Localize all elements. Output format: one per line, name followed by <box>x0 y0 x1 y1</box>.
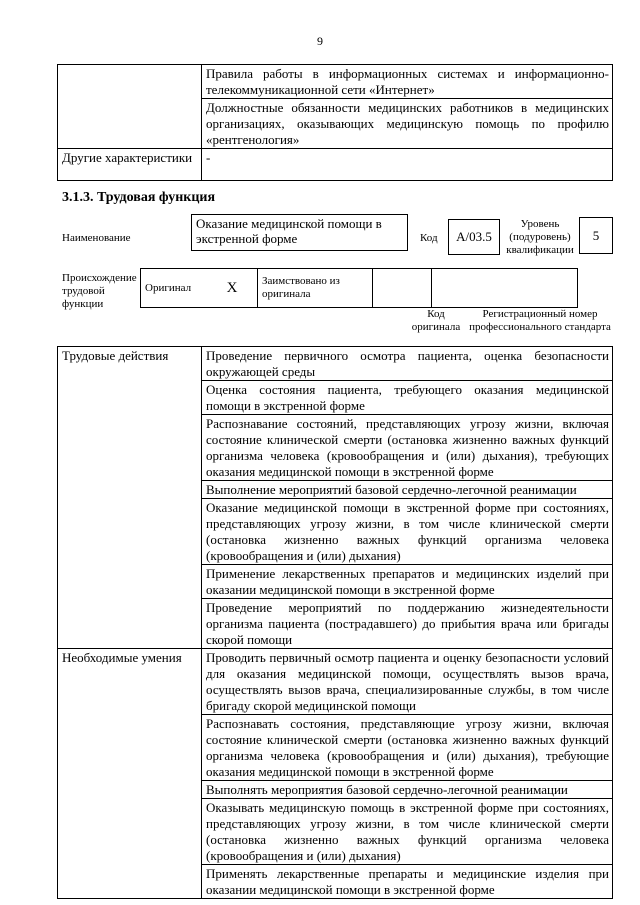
origin-label: Происхождение трудовой функции <box>62 272 137 310</box>
reg-number-cell <box>432 269 578 308</box>
original-label: Оригинал <box>141 269 208 308</box>
table-row <box>58 149 613 181</box>
reg-number-caption: Регистрационный номер профессионального стандарта <box>469 308 611 333</box>
table-cell: Правила работы в информационных системах и информационно-телекоммуникационной сети «Интернет» <box>202 65 613 99</box>
table-cell: Оказание медицинской помощи в экстренной форме при состояниях, представляющих угрозу жизни, в том числе клинической смерти (остановка жизненно важных функций организма человека (кровообращения и (или) дыхания) <box>202 499 613 565</box>
group-label: Трудовые действия <box>58 347 202 649</box>
table-row <box>58 65 613 99</box>
table-cell: Проведение первичного осмотра пациента, оценка безопасности окружающей среды <box>202 347 613 381</box>
level-value: 5 <box>579 217 613 254</box>
table-cell: Применение лекарственных препаратов и медицинских изделий при оказании медицинской помощи в экстренной форме <box>202 565 613 599</box>
level-label: Уровень (подуровень) квалификации <box>506 218 574 256</box>
table-cell: Применять лекарственные препараты и медицинские изделия при оказании медицинской помощи в экстренной форме <box>202 865 613 899</box>
row-label <box>58 65 202 149</box>
table-cell: Проведение мероприятий по поддержанию жизнедеятельности организма пациента (пострадавшего) до прибытия врача или бригады скорой помощи <box>202 599 613 649</box>
table-cell: Выполнять мероприятия базовой сердечно-легочной реанимации <box>202 781 613 799</box>
naming-label: Наименование <box>62 232 131 244</box>
top-characteristics-table <box>57 64 613 181</box>
table-row <box>58 649 613 715</box>
labor-functions-table <box>57 346 613 899</box>
table-cell: Распознавание состояний, представляющих угрозу жизни, включая состояние клинической смерти (остановка жизненно важных функций организма человека (кровообращения и (или) дыхания), требующих оказания медицинской помощи в экстренной форме <box>202 415 613 481</box>
origin-table <box>58 268 578 308</box>
table-cell: Должностные обязанности медицинских работников в медицинских организациях, оказывающих медицинскую помощь по профилю «рентгенология» <box>202 99 613 149</box>
table-cell: - <box>202 149 613 181</box>
table-cell: Выполнение мероприятий базовой сердечно-легочной реанимации <box>202 481 613 499</box>
row-label: Другие характеристики <box>58 149 202 181</box>
table-row <box>58 347 613 381</box>
table-cell: Оказывать медицинскую помощь в экстренной форме при состояниях, представляющих угрозу жизни, в том числе клинической смерти (остановка жизненно важных функций организма человека (кровообращения и (или) дыхания) <box>202 799 613 865</box>
code-label: Код <box>420 232 438 244</box>
page-number: 9 <box>317 34 323 48</box>
table-cell: Распознавать состояния, представляющие угрозу жизни, включая состояние клинической смерти (остановка жизненно важных функций организма человека (кровообращения и (или) дыхания), требующие оказания медицинской помощи в экстренной форме <box>202 715 613 781</box>
code-original-cell <box>373 269 432 308</box>
group-label: Необходимые умения <box>58 649 202 899</box>
code-value: A/03.5 <box>448 219 500 255</box>
naming-value: Оказание медицинской помощи в экстренной форме <box>191 214 408 251</box>
section-title: 3.1.3. Трудовая функция <box>62 190 216 205</box>
code-original-caption: Код оригинала <box>411 308 461 333</box>
original-mark: X <box>207 269 258 308</box>
table-cell: Оценка состояния пациента, требующего оказания медицинской помощи в экстренной форме <box>202 381 613 415</box>
borrowed-label: Заимствовано из оригинала <box>258 269 373 308</box>
table-cell: Проводить первичный осмотр пациента и оценку безопасности условий для оказания медицинской помощи, осуществлять вызов врача, осуществлять вызов врача, специализированные службы, в том числе бригаду скорой медицинской помощи <box>202 649 613 715</box>
